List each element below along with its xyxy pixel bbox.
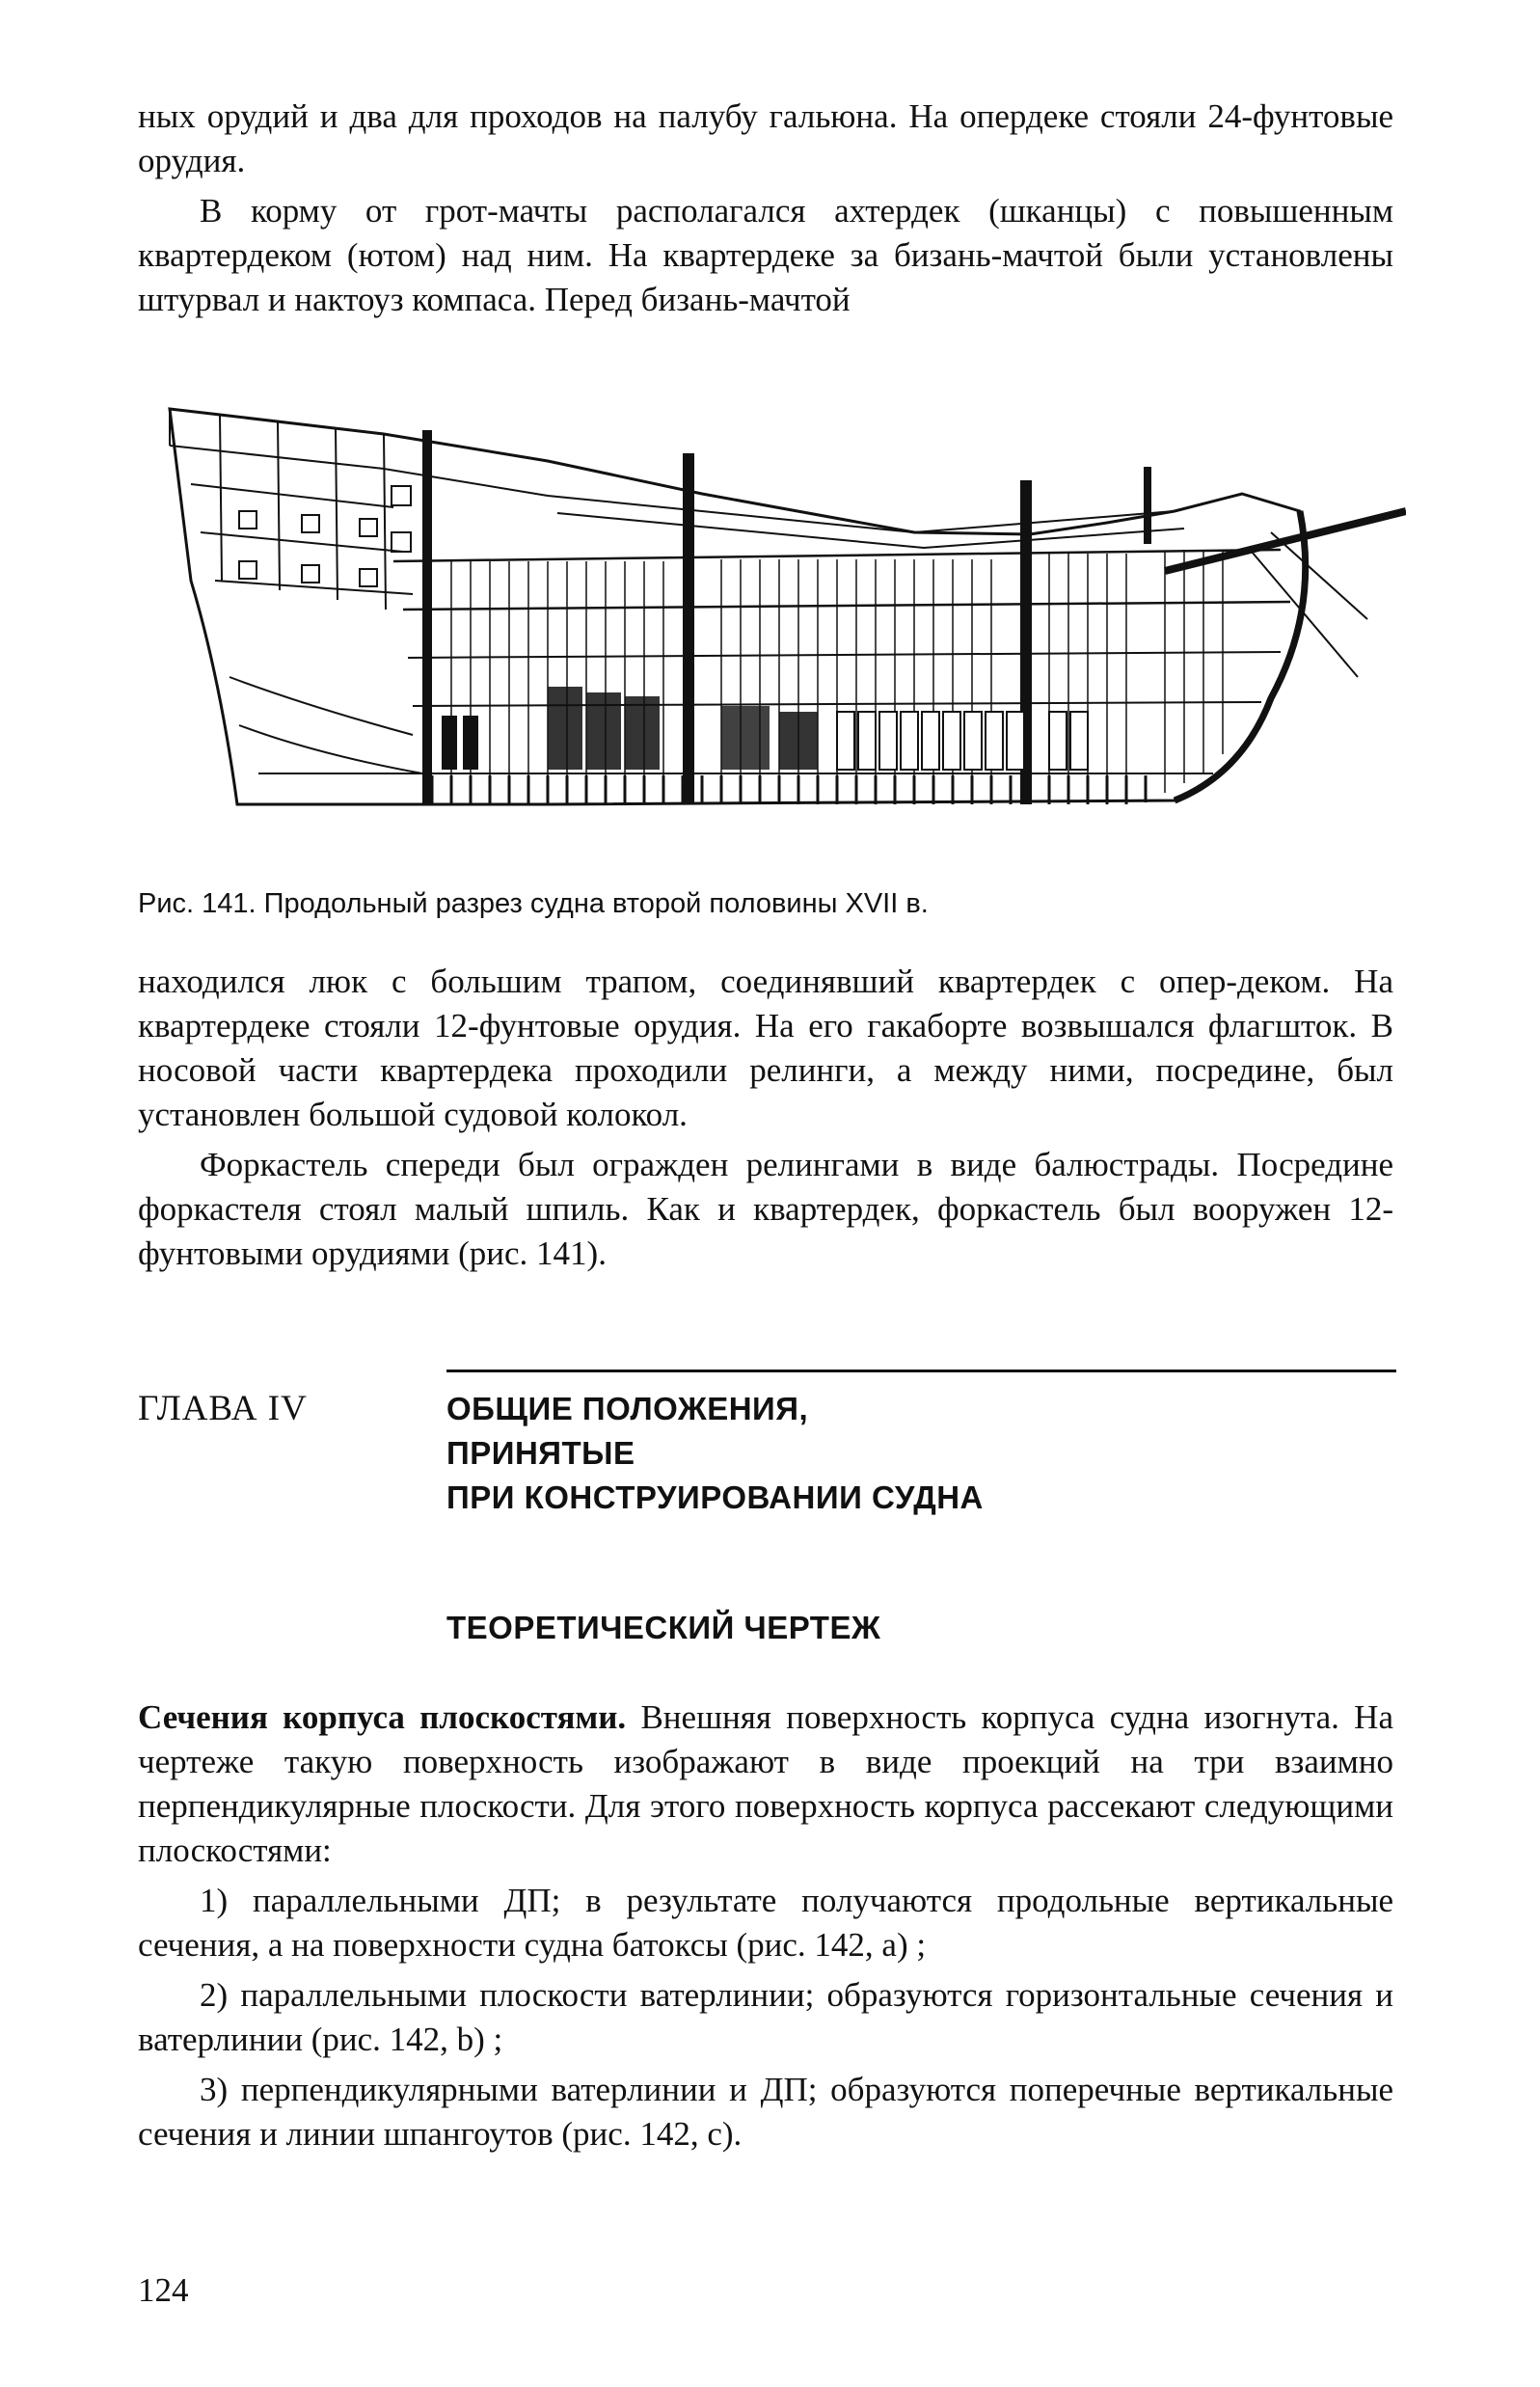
ship-section-figure	[162, 388, 1406, 822]
bowsprit	[1165, 511, 1406, 571]
paragraph-lead: Сечения корпуса плоскостями.	[138, 1698, 627, 1736]
paragraph-rest: Внешняя поверхность корпуса судна изогнута. На чертеже такую поверхность изображают в виде проекций на три взаимно перпендикулярные плоскости. Для этого поверхность корпуса рассекают следующими плоскостями:	[138, 1698, 1393, 1869]
chapter-label: ГЛАВА IV	[138, 1389, 308, 1428]
paragraph-continued: ных орудий и два для проходов на палубу гальюна. На опердеке стояли 24-фунтовые орудия.	[138, 97, 1393, 179]
chapter-title-line: ПРИ КОНСТРУИРОВАНИИ СУДНА	[446, 1479, 984, 1515]
paragraph-aftdeck: В корму от грот-мачты располагался ахтердек (шканцы) с повышенным квартердеком (ютом) над ним. На квартердеке за бизань-мачтой были установлены штурвал и нактоуз компаса. Перед бизань-мачтой	[138, 192, 1393, 318]
ship-longitudinal-section-drawing	[162, 388, 1406, 822]
figure-caption: Рис. 141. Продольный разрез судна второй половины XVII в.	[138, 888, 929, 919]
section-title: ТЕОРЕТИЧЕСКИЙ ЧЕРТЕЖ	[446, 1610, 881, 1645]
paragraph-hatch: находился люк с большим трапом, соединявший квартердек с опер-деком. На квартердеке стояли 12-фунтовые орудия. На его гакаборте возвышался флагшток. В носовой части квартердека проходили релинги, а между ними, посредине, был установлен большой судовой колокол.	[138, 963, 1393, 1133]
chapter-title	[446, 1387, 1396, 1520]
paragraph-sections	[138, 1695, 1393, 1873]
list-item: 1) параллельными ДП; в результате получаются продольные вертикальные сечения, а на поверхности судна батоксы (рис. 142, а) ;	[138, 1882, 1393, 1964]
middle-text	[138, 960, 1393, 1276]
mizzen-mast	[422, 430, 432, 804]
chapter-rule	[446, 1370, 1396, 1372]
chapter-title-line: ОБЩИЕ ПОЛОЖЕНИЯ,	[446, 1391, 809, 1426]
top-text	[138, 95, 1393, 322]
main-mast	[683, 453, 694, 804]
body-text	[138, 1695, 1393, 2156]
page-number: 124	[138, 2271, 189, 2309]
list-item: 3) перпендикулярными ватерлинии и ДП; образуются поперечные вертикальные сечения и линии шпангоутов (рис. 142, с).	[138, 2071, 1393, 2153]
paragraph-forecastle: Форкастель спереди был огражден релингами в виде балюстрады. Посредине форкастеля стоял малый шпиль. Как и квартердек, форкастель был вооружен 12-фунтовыми орудиями (рис. 141).	[138, 1146, 1393, 1272]
chapter-title-line: ПРИНЯТЫЕ	[446, 1435, 635, 1471]
list-item: 2) параллельными плоскости ватерлинии; образуются горизонтальные сечения и ватерлинии (рис. 142, b) ;	[138, 1976, 1393, 2058]
